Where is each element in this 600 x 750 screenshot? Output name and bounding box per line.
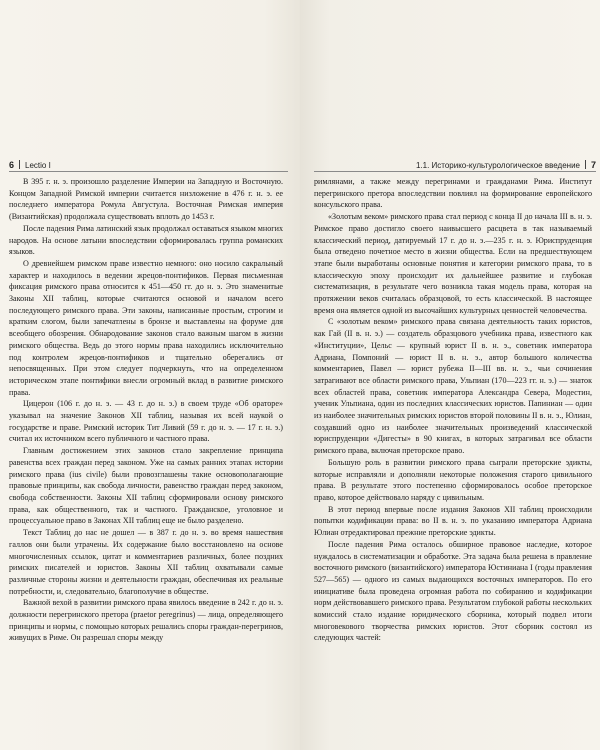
- paragraph: Большую роль в развитии римского права сыграли преторские эдикты, которые исправляли и дополняли некоторые положения старого цивильного права. В результате этого постепенно сформировалось особое преторское право, которое действовало наряду с цивильным.: [314, 457, 592, 502]
- left-text-column: [9, 176, 283, 644]
- paragraph: Цицерон (106 г. до н. э. — 43 г. до н. э.) в своем труде «Об ораторе» указывал на значение Законов XII таблиц, называя их всей наукой о государстве и праве. Римский историк Тит Ливий (59 г. до н. э. — 17 г. н. э.) считал их источником всего публичного и частного права.: [9, 399, 283, 444]
- right-running-header: [314, 159, 596, 172]
- paragraph: Главным достижением этих законов стало закрепление принципа равенства всех граждан перед законом. Уже на самых ранних этапах истории римского права (ius civile) были провозглашены такие основополагающие правовые принципы, как свобода личности, равенство граждан перед законом, свобода собственности. Законы XII таблиц сформировали основу римского права, как общественного, так и частного. Гражданское, уголовное и процессуальное право в Законах XII таблиц еще не было разделено.: [9, 446, 283, 526]
- paragraph: Важной вехой в развитии римского права явилось введение в 242 г. до н. э. должности перегринского претора (praetor peregrinus) — лица, определяющего принципы и нормы, с помощью которых решались споры граждан-перегринов, живущих в Риме. Он разрешал споры между: [9, 598, 283, 643]
- paragraph: «Золотым веком» римского права стал период с конца II до начала III в. н. э. Римское право достигло своего наивысшего расцвета в так называемый классический период, датируемый 17 г. до н. э.—235 г. н. э. Юриспруденция была отведено почетное место в жизни общества. Если на предшествующем этапе были выработаны основные понятия и категории римского права, то в классическую эпоху происходит их дальнейшее развитие и глубокая систематизация, в результате чего возникла такая модель права, которая на протяжении веков считалась образцовой, то есть классической. В настоящее время она является одной из высочайших культурных ценностей человечества.: [314, 212, 592, 315]
- paragraph: О древнейшем римском праве известно немного: оно носило сакральный характер и находилось в ведении жрецов-понтификов. Первая письменная фиксация римского права относится к 451—450 гг. до н. э. Это знаменитые Законы XII таблиц, которые считаются основой и началом всего последующего римского права. Эти законы, написанные простым, строгим и кратким слогом, были запечатлены в бронзе и выставлены на форуме для всеобщего обозрения. Обнародование законов стало важным шагом в жизни римского общества. Ведь до этого нормы права находились исключительно под контролем жрецов-понтификов и тщательно оберегались от непосвященных. При этом следует подчеркнуть, что на определенном историческом этапе понтифики внесли огромный вклад в развитие римского права.: [9, 258, 283, 397]
- left-running-header: [9, 159, 288, 172]
- right-page: [300, 0, 600, 750]
- paragraph: После падения Рима осталось обширное правовое наследие, которое нуждалось в систематизации и обработке. Эта задача была решена в правление восточного римского (византийского) императора Юстиниана I (годы правления 527—565) — одного из самых выдающихся восточных императоров. По его инициативе была проведена огромная работа по собиранию и кодификации норм действовавшего римского права. Результатом глубокой работы нескольких комиссий стало издание юридического сборника, который подвел итоги многовекового творчества римских юристов. Этот сборник состоял из следующих частей:: [314, 539, 592, 643]
- left-running-title: Lectio I: [25, 161, 51, 170]
- paragraph: римлянами, а также между перегринами и гражданами Рима. Институт перегринского претора впоследствии повлиял на формирование европейского консульского права.: [314, 177, 592, 210]
- right-text-column: [314, 176, 592, 644]
- paragraph: В этот период впервые после издания Законов XII таблиц происходили попытки кодификации права: во II в. н. э. по указанию императора Адриана Юлиан отредактировал прежние преторские эдикты.: [314, 504, 592, 538]
- header-separator: [585, 160, 586, 169]
- paragraph: После падения Рима латинский язык продолжал оставаться языком многих народов. На основе латыни впоследствии сформировалась группа романских языков.: [9, 223, 283, 257]
- right-running-title: 1.1. Историко-культурологическое введение: [415, 161, 580, 170]
- left-page-number: 6: [9, 160, 15, 170]
- paragraph: С «золотым веком» римского права связана деятельность таких юристов, как Гай (II в. н. э.) — создатель образцового учебника права, известного как «Институции», Цельс — крупный юрист II в. н. э., советник императора Адриана, Помпоний — юрист II в. н. э., автор большого количества комментариев, Павел — юрист рубежа II—III вв. н. э., чьи сочинения затрагивают все области римского права, Ульпиан (170—223 гг. н. э.) — знаток всех областей права, советник императора Александра Севера, Модестин, ученик Ульпиана, один из последних классических юристов. Папиниан — один из наиболее значительных римских юристов второй половины II в. н. э., Юлиан, создавший одно из наиболее значительных произведений классической юриспруденции «Дигесты» в 90 книгах, в которых затрагивал все области римского права, включая преторское право.: [314, 317, 592, 456]
- right-page-number: 7: [590, 160, 596, 170]
- paragraph: Текст Таблиц до нас не дошел — в 387 г. до н. э. во время нашествия галлов они были утрачены. Их содержание было восстановлено на основе многочисленных ссылок, цитат и комментариев различных, более поздних римских писателей и юристов. Законы XII таблиц охватывали самые различные стороны жизни и деятельности граждан, обеспечивая их реальные потребности, и, следовательно, благополучие в обществе.: [9, 528, 283, 596]
- paragraph: В 395 г. н. э. произошло разделение Империи на Западную и Восточную. Концом Западной Римской империи считается низложение в 476 г. н. э. ее последнего императора Ромула Августула. Восточная Римская империя (Византийская) продолжала существовать вплоть до 1453 г.: [9, 177, 283, 222]
- header-separator: [19, 160, 20, 169]
